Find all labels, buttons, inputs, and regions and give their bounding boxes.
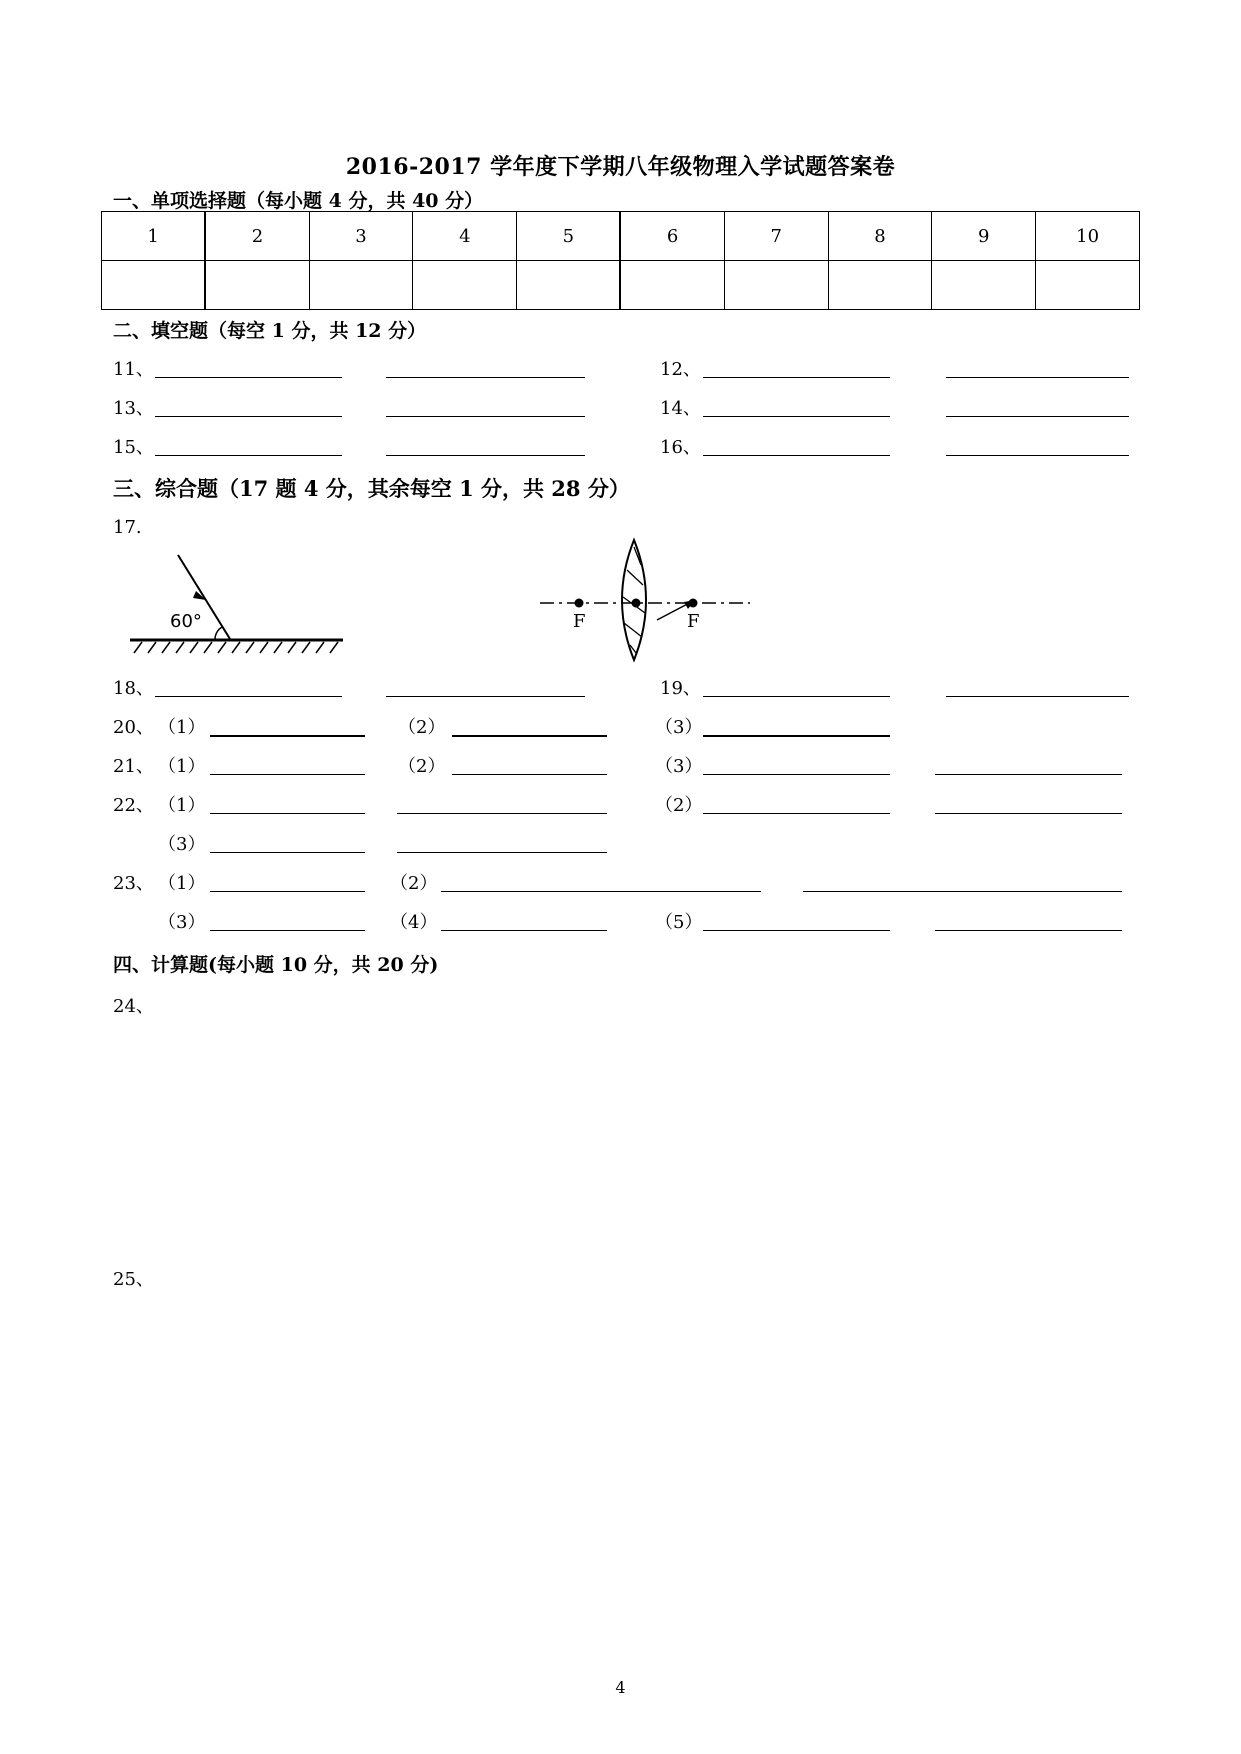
answer-blank[interactable] <box>935 813 1122 814</box>
sub-question-label: （1） <box>158 756 206 777</box>
answer-cell[interactable] <box>932 261 1036 310</box>
sub-question-label: （2） <box>655 795 703 816</box>
answer-blank[interactable] <box>946 416 1129 417</box>
section4-heading: 四、计算题(每小题 10 分，共 20 分) <box>113 954 439 976</box>
answer-blank[interactable] <box>703 813 890 814</box>
lens-diagram <box>535 535 755 665</box>
table-answer-row <box>102 261 1140 310</box>
answer-blank[interactable] <box>703 774 890 775</box>
table-header-cell: 2 <box>205 212 309 261</box>
focal-point-left <box>575 599 584 608</box>
question-number: 23、 <box>113 873 154 894</box>
answer-blank[interactable] <box>703 930 890 931</box>
answer-blank[interactable] <box>441 930 607 931</box>
question-number: 22、 <box>113 795 154 816</box>
answer-blank[interactable] <box>946 377 1129 378</box>
answer-blank[interactable] <box>210 774 365 775</box>
answer-cell[interactable] <box>517 261 621 310</box>
answer-blank[interactable] <box>386 455 585 456</box>
question-number: 20、 <box>113 717 154 738</box>
choice-answer-table <box>101 211 1140 310</box>
answer-cell[interactable] <box>413 261 517 310</box>
answer-blank[interactable] <box>397 852 607 853</box>
table-header-cell: 7 <box>724 212 828 261</box>
section1-heading: 一、单项选择题（每小题 4 分，共 40 分） <box>113 190 484 212</box>
question-number: 18、 <box>113 678 154 699</box>
sub-question-label: （3） <box>655 717 703 738</box>
table-header-cell: 10 <box>1036 212 1140 261</box>
answer-cell[interactable] <box>205 261 309 310</box>
answer-blank[interactable] <box>703 735 890 737</box>
answer-blank[interactable] <box>441 891 761 892</box>
page-title: 2016-2017 学年度下学期八年级物理入学试题答案卷 <box>345 154 896 180</box>
answer-blank[interactable] <box>946 696 1129 697</box>
question-number: 15、 <box>113 437 154 458</box>
sub-question-label: （3） <box>158 834 206 855</box>
answer-blank[interactable] <box>935 774 1122 775</box>
question-number: 17. <box>113 517 142 538</box>
sub-question-label: （4） <box>390 912 438 933</box>
focus-label-right: F <box>687 611 700 632</box>
question-number: 12、 <box>660 359 701 380</box>
answer-blank[interactable] <box>210 813 365 814</box>
question-number: 24、 <box>113 996 154 1017</box>
answer-blank[interactable] <box>946 455 1129 456</box>
answer-cell[interactable] <box>1036 261 1140 310</box>
question-number: 25、 <box>113 1269 154 1290</box>
answer-blank[interactable] <box>210 891 365 892</box>
sub-question-label: （1） <box>158 873 206 894</box>
answer-cell[interactable] <box>309 261 413 310</box>
answer-blank[interactable] <box>386 696 585 697</box>
answer-blank[interactable] <box>155 455 342 456</box>
answer-blank[interactable] <box>452 774 607 775</box>
answer-blank[interactable] <box>703 377 890 378</box>
sub-question-label: （5） <box>655 912 703 933</box>
section2-heading: 二、填空题（每空 1 分，共 12 分） <box>113 320 427 342</box>
answer-cell[interactable] <box>724 261 828 310</box>
lens-center <box>632 599 641 608</box>
table-header-cell: 6 <box>620 212 724 261</box>
answer-blank[interactable] <box>935 930 1122 931</box>
table-header-cell: 1 <box>102 212 206 261</box>
sub-question-label: （2） <box>398 717 446 738</box>
table-header-cell: 3 <box>309 212 413 261</box>
table-header-cell: 9 <box>932 212 1036 261</box>
table-header-cell: 8 <box>828 212 932 261</box>
question-number: 14、 <box>660 398 701 419</box>
page-number: 4 <box>615 1678 626 1697</box>
answer-blank[interactable] <box>703 696 890 697</box>
sub-question-label: （2） <box>390 873 438 894</box>
answer-blank[interactable] <box>803 891 1122 892</box>
answer-blank[interactable] <box>210 930 365 931</box>
answer-blank[interactable] <box>155 696 342 697</box>
answer-blank[interactable] <box>397 813 607 814</box>
question-number: 13、 <box>113 398 154 419</box>
sub-question-label: （2） <box>398 756 446 777</box>
answer-cell[interactable] <box>828 261 932 310</box>
sub-question-label: （1） <box>158 717 206 738</box>
answer-blank[interactable] <box>386 377 585 378</box>
focus-label-left: F <box>573 611 586 632</box>
sub-question-label: （3） <box>158 912 206 933</box>
answer-blank[interactable] <box>386 416 585 417</box>
table-header-cell: 5 <box>517 212 621 261</box>
angle-label: 60° <box>170 611 202 632</box>
sub-question-label: （3） <box>655 756 703 777</box>
question-number: 11、 <box>113 359 154 380</box>
angle-arc <box>215 627 222 639</box>
answer-blank[interactable] <box>210 852 365 853</box>
answer-blank[interactable] <box>155 377 342 378</box>
table-header-cell: 4 <box>413 212 517 261</box>
section3-heading: 三、综合题（17 题 4 分，其余每空 1 分，共 28 分） <box>113 476 630 501</box>
answer-cell[interactable] <box>620 261 724 310</box>
answer-blank[interactable] <box>703 455 890 456</box>
question-number: 21、 <box>113 756 154 777</box>
answer-blank[interactable] <box>210 735 365 737</box>
question-number: 16、 <box>660 437 701 458</box>
table-header-row <box>102 212 1140 261</box>
answer-blank[interactable] <box>155 416 342 417</box>
reflection-diagram <box>120 545 350 655</box>
answer-blank[interactable] <box>452 735 607 737</box>
answer-blank[interactable] <box>703 416 890 417</box>
question-number: 19、 <box>660 678 701 699</box>
mirror-hatching <box>134 642 338 653</box>
sub-question-label: （1） <box>158 795 206 816</box>
answer-cell[interactable] <box>102 261 206 310</box>
